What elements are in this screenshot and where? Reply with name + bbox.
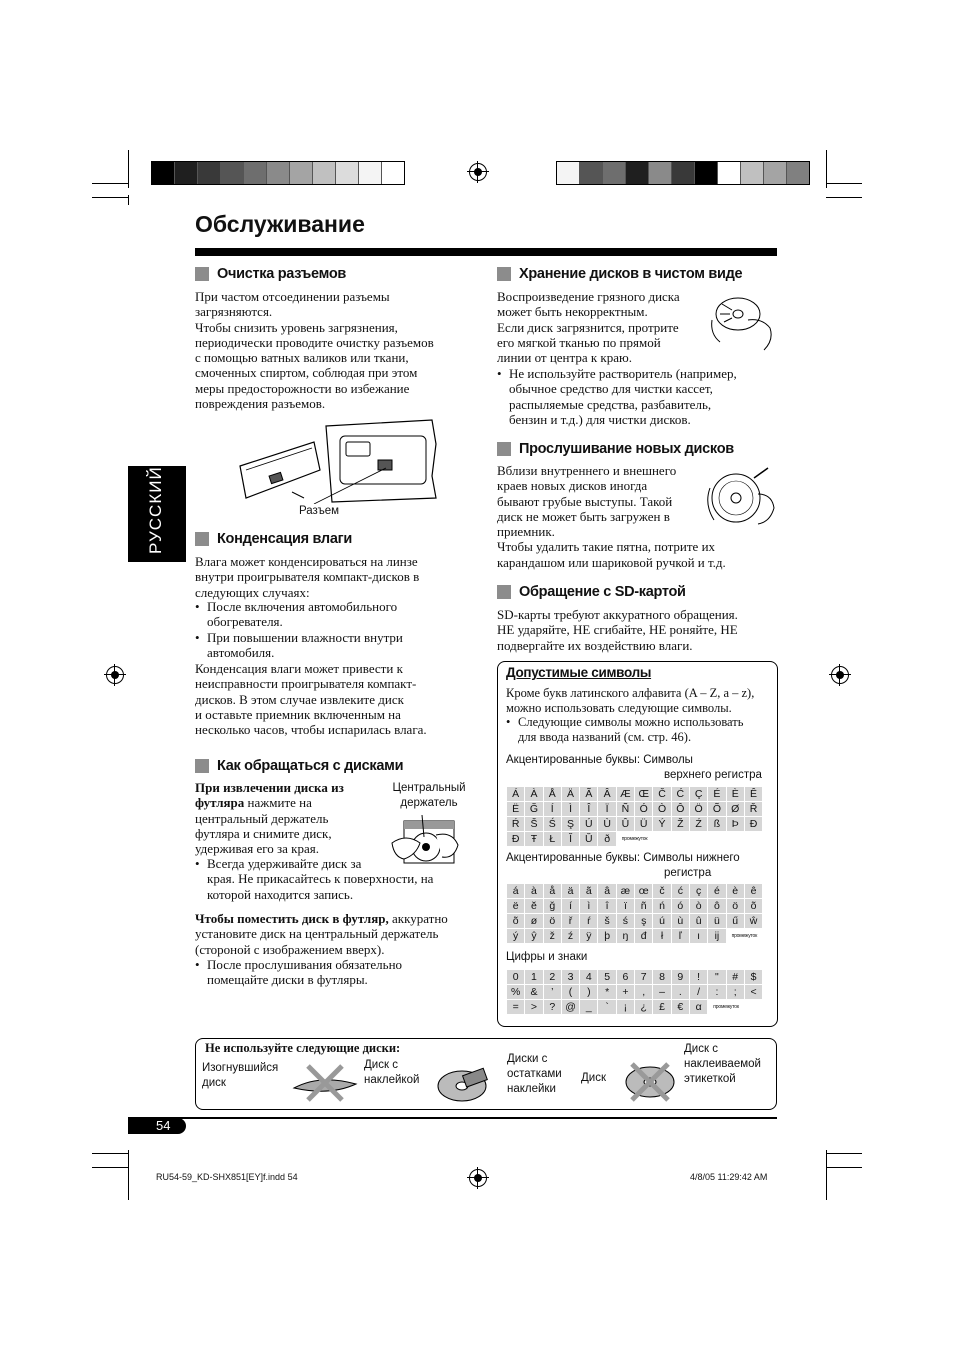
char-cell: ¡ (617, 1000, 634, 1014)
char-cell: ò (690, 899, 707, 913)
char-cell: ä (562, 884, 579, 898)
sd-text: SD-карты требуют аккуратного обращения. НЕ ударяйте, НЕ сгибайте, НЕ роняйте, НЕ подвергайте их воздействию влаги. (497, 607, 738, 653)
shaped-disc-icon (620, 1060, 682, 1102)
char-cell: @ (562, 1000, 579, 1014)
char-cell: 7 (635, 970, 652, 984)
char-cell: – (653, 985, 670, 999)
char-cell: ź (562, 929, 579, 943)
char-cell: ü (708, 914, 725, 928)
condensation-intro: Влага может конденсироваться на линзе внутри проигрывателя компакт-дисков в следующих случаях: (195, 554, 420, 600)
char-cell: 2 (544, 970, 561, 984)
char-cell: Ž (672, 817, 689, 831)
char-cell: ù (672, 914, 689, 928)
warning-title: Не используйте следующие диски: (205, 1041, 401, 1055)
char-cell: Ü (635, 817, 652, 831)
char-cell: £ (653, 1000, 670, 1014)
char-cell: ç (690, 884, 707, 898)
char-cell: å (544, 884, 561, 898)
char-cell: Å (544, 787, 561, 801)
char-cell: Č (653, 787, 670, 801)
char-cell: Ç (690, 787, 707, 801)
char-cell: Ú (580, 817, 597, 831)
char-cell: Ś (544, 817, 561, 831)
char-cell: Ã (580, 787, 597, 801)
char-cell: ö (727, 899, 744, 913)
new-discs-text: Вблизи внутреннего и внешнего краев новых дисков иногда бывают грубые выступы. Такой диск не может быть загружен в приемник. Чтобы удалить такие пятна, потрите их карандашом или шариковой ручкой и т.д. (497, 463, 726, 570)
char-cell: ŷ (525, 929, 542, 943)
char-cell: промежуток (727, 929, 763, 943)
new-disc-illustration (704, 464, 778, 530)
warning-item-bent: Изогнувшийся диск (202, 1062, 279, 1089)
char-cell: ř (562, 914, 579, 928)
char-cell: Þ (727, 817, 744, 831)
char-cell: ` (598, 1000, 615, 1014)
digits-label: Цифры и знаки (506, 951, 588, 963)
char-cell: ã (580, 884, 597, 898)
char-cell: ì (580, 899, 597, 913)
char-cell: ŕ (580, 914, 597, 928)
char-cell: ? (544, 1000, 561, 1014)
char-cell: ij (708, 929, 725, 943)
warning-item-sticker: Диск с наклейкой (364, 1059, 420, 1086)
char-cell: ş (635, 914, 652, 928)
lower-case-label: Акцентированные буквы: Символы нижнего регистра (506, 852, 740, 879)
char-cell: ń (653, 899, 670, 913)
warning-item-shaped: Диск (581, 1072, 606, 1084)
char-cell: ; (727, 985, 744, 999)
warning-item-label: Диск с наклеиваемой этикеткой (684, 1043, 761, 1085)
char-cell: ğ (544, 899, 561, 913)
bottom-rule (128, 1117, 777, 1119)
discs-put-text: Чтобы поместить диск в футляр, аккуратно установите диск на центральный держатель (стороной с изображением вверх). (195, 911, 448, 957)
char-cell: Ò (653, 802, 670, 816)
char-cell: ñ (635, 899, 652, 913)
char-cell: Ì (562, 802, 579, 816)
char-cell: ô (708, 899, 725, 913)
char-cell: промежуток (617, 832, 653, 846)
char-cell: " (708, 970, 725, 984)
char-cell: * (598, 985, 615, 999)
char-cell: ŋ (617, 929, 634, 943)
char-cell: ø (525, 914, 542, 928)
char-cell: ’ (544, 985, 561, 999)
char-cell: Š (525, 817, 542, 831)
char-cell: 9 (672, 970, 689, 984)
char-cell: Ð (507, 832, 524, 846)
discs-heading: Как обращаться с дисками (195, 758, 403, 774)
char-cell: É (708, 787, 725, 801)
char-cell: Õ (708, 802, 725, 816)
char-cell: Ŧ (525, 832, 542, 846)
char-cell: ý (507, 929, 524, 943)
char-cell: промежуток (708, 1000, 744, 1014)
char-cell: Ñ (617, 802, 634, 816)
char-cell: ž (544, 929, 561, 943)
center-holder-label: Центральный держатель (392, 782, 466, 809)
char-cell: _ (580, 1000, 597, 1014)
char-cell: ¿ (635, 1000, 652, 1014)
char-cell: ï (617, 899, 634, 913)
char-cell: ı (690, 929, 707, 943)
char-cell: , (635, 985, 652, 999)
char-cell: Ř (745, 802, 762, 816)
char-cell: ) (580, 985, 597, 999)
allowed-characters-text: Кроме букв латинского алфавита (A – Z, a – z), можно использовать следующие символы. (506, 686, 755, 715)
registration-mark (469, 163, 487, 181)
footer-date: 4/8/05 11:29:42 AM (690, 1172, 768, 1182)
char-cell: : (708, 985, 725, 999)
char-cell: ß (708, 817, 725, 831)
char-cell: í (562, 899, 579, 913)
char-cell: ð (598, 832, 615, 846)
char-cell: î (598, 899, 615, 913)
char-cell: α (690, 1000, 707, 1014)
title-rule (195, 248, 777, 256)
char-cell: ö (544, 914, 561, 928)
char-cell: Ö (690, 802, 707, 816)
char-cell: Ŕ (507, 817, 524, 831)
char-cell: & (525, 985, 542, 999)
language-tab-label: РУССКИЙ (146, 466, 165, 554)
char-cell: Ĭ (562, 832, 579, 846)
color-bar-left (151, 161, 405, 185)
char-cell: đ (635, 929, 652, 943)
char-cell: ë (507, 899, 524, 913)
sticker-disc-icon (434, 1066, 494, 1104)
registration-mark (106, 666, 124, 684)
char-cell: 4 (580, 970, 597, 984)
cleaning-heading: Очистка разъемов (195, 266, 346, 282)
cleaning-text: При частом отсоединении разъемы загрязняются. Чтобы снизить уровень загрязнения, периодически проводите очистку разъемов с помощью ватных валиков или ткани, смоченных спиртом, соблюдая при этом меры предосторожности во избежание повреждения разъемов. (195, 289, 434, 412)
list-item: • После включения автомобильного обогревателя. (195, 599, 403, 630)
char-cell: $ (745, 970, 762, 984)
char-cell: à (525, 884, 542, 898)
char-cell: þ (598, 929, 615, 943)
char-cell: 3 (562, 970, 579, 984)
char-cell: . (672, 985, 689, 999)
char-cell: Í (544, 802, 561, 816)
char-cell: / (690, 985, 707, 999)
new-discs-heading: Прослушивание новых дисков (497, 441, 734, 457)
char-cell: á (507, 884, 524, 898)
char-cell: Đ (745, 817, 762, 831)
char-cell: ł (653, 929, 670, 943)
char-cell: Œ (635, 787, 652, 801)
list-item: • При повышении влажности внутри автомобиля. (195, 630, 403, 661)
char-cell: Û (617, 817, 634, 831)
char-cell: æ (617, 884, 634, 898)
storage-heading: Хранение дисков в чистом виде (497, 266, 742, 282)
discs-bullet-1 (195, 856, 433, 902)
char-cell: Â (598, 787, 615, 801)
char-cell: ÿ (580, 929, 597, 943)
char-cell: < (745, 985, 762, 999)
char-cell: Ù (598, 817, 615, 831)
condensation-heading: Конденсация влаги (195, 531, 352, 547)
list-item: • После прослушивания обязательно помещайте диски в футляры. (195, 957, 402, 988)
char-cell: ú (653, 914, 670, 928)
condensation-outro: Конденсация влаги может привести к неисправности проигрывателя компакт- дисков. В этом случае извлеките диск и оставьте приемник включенным на несколько часов, чтобы испарилась влага. (195, 661, 427, 738)
char-cell: 0 (507, 970, 524, 984)
sd-heading: Обращение с SD-картой (497, 584, 686, 600)
char-cell: â (598, 884, 615, 898)
char-cell: Á (507, 787, 524, 801)
bent-disc-icon (290, 1062, 360, 1104)
lower-case-grid (507, 884, 762, 943)
discs-remove-text: При извлечении диска из футляра нажмите на центральный держатель футляра и снимите диск, удерживая его за края. (195, 780, 344, 857)
char-cell: ! (690, 970, 707, 984)
allowed-characters-bullet (506, 715, 743, 744)
upper-case-label: Акцентированные буквы: Символы верхнего регистра (506, 754, 762, 781)
char-cell: 6 (617, 970, 634, 984)
storage-text: Воспроизведение грязного диска может быть некорректным. Если диск загрязнится, протрите его мягкой тканью по прямой линии от центра к краю. (497, 289, 680, 366)
discs-bullet-2 (195, 957, 402, 988)
char-cell: ľ (672, 929, 689, 943)
char-cell: ê (745, 884, 762, 898)
char-cell: Ï (598, 802, 615, 816)
char-cell: Ô (672, 802, 689, 816)
connector-label: Разъем (299, 505, 340, 517)
char-cell: õ (507, 914, 524, 928)
connector-illustration (236, 414, 446, 504)
char-cell: Ë (507, 802, 524, 816)
allowed-characters-heading: Допустимые символы (506, 665, 652, 680)
char-cell: č (653, 884, 670, 898)
char-cell: ć (672, 884, 689, 898)
char-cell: 8 (653, 970, 670, 984)
registration-mark (831, 666, 849, 684)
char-cell: ĕ (525, 899, 542, 913)
char-cell: é (708, 884, 725, 898)
char-cell: # (727, 970, 744, 984)
char-cell: Ź (690, 817, 707, 831)
char-cell: È (727, 787, 744, 801)
list-item: • Всегда удерживайте диск за края. Не прикасайтесь к поверхности, на которой находится запись. (195, 856, 433, 902)
char-cell: œ (635, 884, 652, 898)
char-cell: € (672, 1000, 689, 1014)
storage-bullet (497, 366, 737, 427)
char-cell: ű (727, 914, 744, 928)
char-cell: % (507, 985, 524, 999)
list-item: • Не используйте растворитель (например, обычное средство для чистки кассет, распыляемые средства, разбавитель, бензин и т.д.) для чистки дисков. (497, 366, 737, 427)
language-tab (128, 466, 186, 562)
char-cell: Ó (635, 802, 652, 816)
char-cell: ś (617, 914, 634, 928)
char-cell: õ (745, 899, 762, 913)
disc-wipe-illustration (708, 290, 780, 354)
condensation-bullets (195, 599, 403, 660)
char-cell: Ä (562, 787, 579, 801)
footer-file: RU54-59_KD-SHX851[EY]f.indd 54 (156, 1172, 298, 1182)
registration-mark (469, 1169, 487, 1187)
char-cell: Ý (653, 817, 670, 831)
upper-case-grid (507, 787, 762, 846)
char-cell: Î (580, 802, 597, 816)
char-cell: Ê (745, 787, 762, 801)
color-bar-right (556, 161, 810, 185)
warning-item-residue: Диски с остатками наклейки (507, 1053, 562, 1095)
char-cell: ó (672, 899, 689, 913)
char-cell: 1 (525, 970, 542, 984)
char-cell: Ø (727, 802, 744, 816)
char-cell: À (525, 787, 542, 801)
page-number: 54 (156, 1118, 171, 1133)
char-cell: + (617, 985, 634, 999)
char-cell: š (598, 914, 615, 928)
char-cell: ŵ (745, 914, 762, 928)
char-cell: û (690, 914, 707, 928)
char-cell: Ŭ (580, 832, 597, 846)
char-cell: Æ (617, 787, 634, 801)
digits-grid (507, 970, 762, 1014)
page-title: Обслуживание (195, 211, 365, 237)
list-item: • Следующие символы можно использовать для ввода названий (см. стр. 46). (506, 715, 743, 744)
char-cell: Ł (544, 832, 561, 846)
char-cell: ( (562, 985, 579, 999)
char-cell: Ć (672, 787, 689, 801)
char-cell: 5 (598, 970, 615, 984)
char-cell: > (525, 1000, 542, 1014)
char-cell: Ğ (525, 802, 542, 816)
char-cell: è (727, 884, 744, 898)
char-cell: = (507, 1000, 524, 1014)
char-cell: Ş (562, 817, 579, 831)
